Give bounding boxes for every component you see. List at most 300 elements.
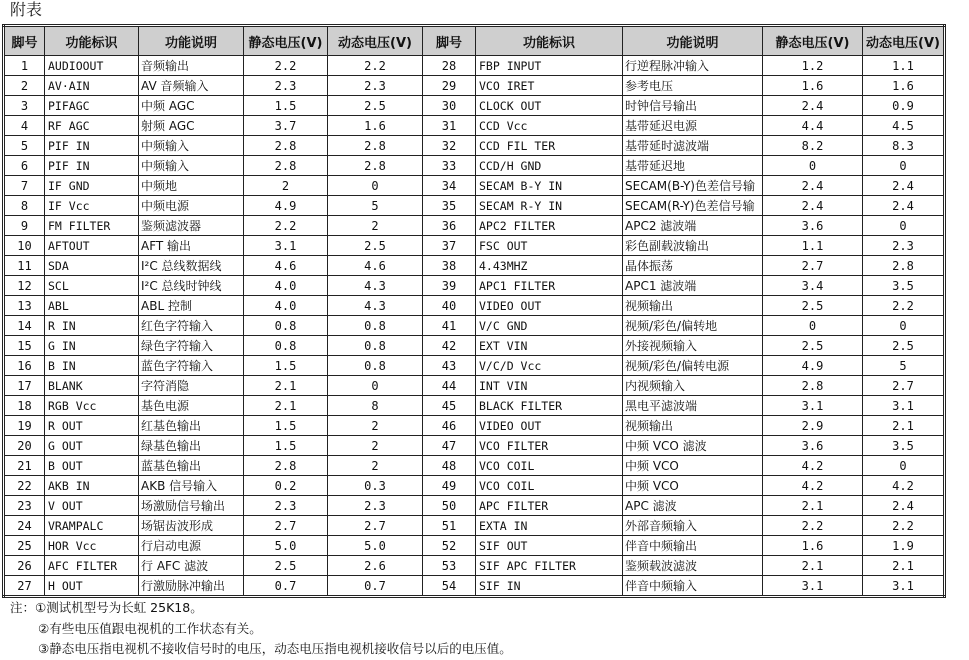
table-row [4,216,945,236]
cell-pin: 24 [4,516,45,536]
table-row [4,516,945,536]
cell-static-voltage: 3.7 [244,116,328,136]
cell-dynamic-voltage: 2.4 [863,196,945,216]
cell-function-id: G OUT [45,436,139,456]
cell-pin: 44 [423,376,476,396]
table-row [4,556,945,576]
cell-dynamic-voltage: 3.5 [863,436,945,456]
cell-function-desc: 黑电平滤波端 [623,396,763,416]
cell-function-desc: 音频输出 [139,56,244,76]
cell-static-voltage: 1.5 [244,356,328,376]
cell-function-id: EXT VIN [476,336,623,356]
cell-function-id: BLANK [45,376,139,396]
cell-static-voltage: 2.1 [244,396,328,416]
cell-pin: 47 [423,436,476,456]
cell-dynamic-voltage: 2 [328,456,423,476]
table-row [4,156,945,176]
cell-function-desc: 基带延迟电源 [623,116,763,136]
cell-dynamic-voltage: 4.3 [328,296,423,316]
cell-static-voltage: 2.5 [763,336,863,356]
cell-function-desc: 中频电源 [139,196,244,216]
cell-function-id: V OUT [45,496,139,516]
table-row [4,396,945,416]
table-row [4,76,945,96]
cell-pin: 9 [4,216,45,236]
cell-function-desc: 视频/彩色/偏转地 [623,316,763,336]
cell-pin: 29 [423,76,476,96]
cell-function-desc: 伴音中频输出 [623,536,763,556]
table-row [4,316,945,336]
cell-pin: 7 [4,176,45,196]
cell-static-voltage: 4.2 [763,476,863,496]
cell-dynamic-voltage: 2.8 [863,256,945,276]
header-pin: 脚号 [423,26,476,56]
cell-function-id: VIDEO OUT [476,416,623,436]
cell-function-id: APC2 FILTER [476,216,623,236]
cell-static-voltage: 1.6 [763,536,863,556]
cell-pin: 5 [4,136,45,156]
cell-function-desc: 红色字符输入 [139,316,244,336]
cell-static-voltage: 1.2 [763,56,863,76]
cell-function-desc: 中频输入 [139,156,244,176]
cell-pin: 6 [4,156,45,176]
cell-function-desc: I²C 总线时钟线 [139,276,244,296]
cell-pin: 33 [423,156,476,176]
cell-function-id: INT VIN [476,376,623,396]
cell-dynamic-voltage: 2 [328,216,423,236]
cell-function-desc: 鉴频载波滤波 [623,556,763,576]
cell-dynamic-voltage: 0.9 [863,96,945,116]
cell-pin: 31 [423,116,476,136]
cell-dynamic-voltage: 5.0 [328,536,423,556]
cell-dynamic-voltage: 3.5 [863,276,945,296]
cell-pin: 20 [4,436,45,456]
cell-function-id: VIDEO OUT [476,296,623,316]
cell-pin: 54 [423,576,476,597]
cell-function-id: BLACK FILTER [476,396,623,416]
header-dynamic-voltage: 动态电压(V) [328,26,423,56]
cell-function-id: SECAM R-Y IN [476,196,623,216]
table-row [4,56,945,76]
cell-function-desc: 内视频输入 [623,376,763,396]
cell-function-desc: 行逆程脉冲输入 [623,56,763,76]
cell-function-desc: APC 滤波 [623,496,763,516]
cell-function-id: CLOCK OUT [476,96,623,116]
cell-static-voltage: 5.0 [244,536,328,556]
cell-function-desc: 中频 VCO [623,476,763,496]
cell-static-voltage: 2 [244,176,328,196]
cell-function-id: SIF APC FILTER [476,556,623,576]
document-title: 附表 [10,0,43,19]
cell-dynamic-voltage: 0 [328,376,423,396]
cell-function-id: PIF IN [45,136,139,156]
cell-pin: 2 [4,76,45,96]
cell-function-id: CCD Vcc [476,116,623,136]
cell-function-desc: 时钟信号输出 [623,96,763,116]
cell-static-voltage: 3.1 [763,396,863,416]
cell-pin: 8 [4,196,45,216]
cell-static-voltage: 4.9 [763,356,863,376]
cell-pin: 43 [423,356,476,376]
pin-voltage-table [2,24,946,598]
cell-pin: 52 [423,536,476,556]
cell-static-voltage: 1.1 [763,236,863,256]
cell-function-id: IF Vcc [45,196,139,216]
cell-dynamic-voltage: 0.8 [328,336,423,356]
cell-function-desc: 鉴频滤波器 [139,216,244,236]
cell-function-id: V/C/D Vcc [476,356,623,376]
cell-pin: 14 [4,316,45,336]
cell-pin: 28 [423,56,476,76]
cell-dynamic-voltage: 0.8 [328,316,423,336]
cell-dynamic-voltage: 4.6 [328,256,423,276]
cell-function-id: H OUT [45,576,139,597]
cell-function-id: SIF OUT [476,536,623,556]
cell-function-desc: 场锯齿波形成 [139,516,244,536]
cell-dynamic-voltage: 2.5 [863,336,945,356]
cell-static-voltage: 0.8 [244,316,328,336]
cell-function-desc: 行启动电源 [139,536,244,556]
cell-pin: 34 [423,176,476,196]
cell-static-voltage: 8.2 [763,136,863,156]
cell-static-voltage: 1.5 [244,416,328,436]
cell-static-voltage: 4.9 [244,196,328,216]
cell-static-voltage: 2.4 [763,176,863,196]
cell-pin: 25 [4,536,45,556]
header-function-desc: 功能说明 [623,26,763,56]
header-static-voltage: 静态电压(V) [244,26,328,56]
cell-function-desc: 参考电压 [623,76,763,96]
cell-function-desc: 中频地 [139,176,244,196]
cell-dynamic-voltage: 2.7 [863,376,945,396]
cell-static-voltage: 3.1 [244,236,328,256]
cell-function-desc: 中频输入 [139,136,244,156]
table-row [4,196,945,216]
cell-pin: 4 [4,116,45,136]
cell-dynamic-voltage: 2.7 [328,516,423,536]
cell-dynamic-voltage: 2 [328,436,423,456]
header-function-desc: 功能说明 [139,26,244,56]
cell-dynamic-voltage: 0 [863,216,945,236]
cell-function-id: AUDIOOUT [45,56,139,76]
table-row [4,236,945,256]
cell-function-desc: 基色电源 [139,396,244,416]
table-row [4,476,945,496]
cell-function-id: SDA [45,256,139,276]
cell-function-desc: 场激励信号输出 [139,496,244,516]
cell-static-voltage: 2.1 [763,556,863,576]
cell-function-id: APC1 FILTER [476,276,623,296]
header-function-id: 功能标识 [45,26,139,56]
table-row [4,356,945,376]
cell-function-desc: 字符消隐 [139,376,244,396]
cell-function-desc: 行激励脉冲输出 [139,576,244,597]
cell-dynamic-voltage: 1.6 [328,116,423,136]
cell-static-voltage: 2.5 [763,296,863,316]
table-row [4,136,945,156]
cell-function-id: SECAM B-Y IN [476,176,623,196]
cell-static-voltage: 0.8 [244,336,328,356]
cell-dynamic-voltage: 2.4 [863,496,945,516]
cell-dynamic-voltage: 2.3 [863,236,945,256]
cell-static-voltage: 1.5 [244,96,328,116]
cell-function-id: 4.43MHZ [476,256,623,276]
cell-function-id: ABL [45,296,139,316]
cell-dynamic-voltage: 2.1 [863,416,945,436]
cell-dynamic-voltage: 2.1 [863,556,945,576]
cell-function-desc: 彩色副载波输出 [623,236,763,256]
cell-dynamic-voltage: 2.2 [328,56,423,76]
cell-function-desc: 红基色输出 [139,416,244,436]
cell-pin: 12 [4,276,45,296]
cell-function-id: G IN [45,336,139,356]
cell-static-voltage: 0 [763,156,863,176]
table-row [4,296,945,316]
cell-dynamic-voltage: 2.2 [863,296,945,316]
cell-pin: 30 [423,96,476,116]
cell-pin: 10 [4,236,45,256]
cell-static-voltage: 2.2 [244,56,328,76]
cell-function-desc: 绿色字符输入 [139,336,244,356]
cell-pin: 53 [423,556,476,576]
cell-function-id: B OUT [45,456,139,476]
cell-pin: 50 [423,496,476,516]
cell-function-id: HOR Vcc [45,536,139,556]
cell-function-desc: 中频 VCO 滤波 [623,436,763,456]
cell-pin: 13 [4,296,45,316]
cell-static-voltage: 3.4 [763,276,863,296]
cell-pin: 36 [423,216,476,236]
cell-pin: 22 [4,476,45,496]
cell-dynamic-voltage: 0 [863,156,945,176]
cell-static-voltage: 4.2 [763,456,863,476]
cell-dynamic-voltage: 2.8 [328,136,423,156]
cell-dynamic-voltage: 0.8 [328,356,423,376]
cell-pin: 38 [423,256,476,276]
table-row [4,256,945,276]
cell-dynamic-voltage: 4.2 [863,476,945,496]
table-row [4,536,945,556]
cell-function-id: APC FILTER [476,496,623,516]
cell-function-desc: 绿基色输出 [139,436,244,456]
cell-pin: 26 [4,556,45,576]
cell-static-voltage: 2.2 [244,216,328,236]
cell-static-voltage: 1.5 [244,436,328,456]
cell-static-voltage: 3.6 [763,216,863,236]
cell-function-id: FBP INPUT [476,56,623,76]
cell-function-desc: AKB 信号输入 [139,476,244,496]
cell-dynamic-voltage: 1.6 [863,76,945,96]
cell-pin: 42 [423,336,476,356]
cell-pin: 1 [4,56,45,76]
cell-pin: 18 [4,396,45,416]
note-1: 注：①测试机型号为长虹 25K18。 [10,600,203,615]
cell-function-id: SCL [45,276,139,296]
cell-static-voltage: 2.4 [763,196,863,216]
cell-function-id: AFC FILTER [45,556,139,576]
cell-function-desc: 视频/彩色/偏转电源 [623,356,763,376]
cell-function-id: AKB IN [45,476,139,496]
table-header-row [4,26,945,56]
cell-dynamic-voltage: 1.9 [863,536,945,556]
cell-function-desc: 基带延迟地 [623,156,763,176]
cell-function-id: PIFAGC [45,96,139,116]
cell-function-id: V/C GND [476,316,623,336]
cell-pin: 51 [423,516,476,536]
cell-dynamic-voltage: 2.3 [328,496,423,516]
cell-pin: 45 [423,396,476,416]
cell-function-id: FM FILTER [45,216,139,236]
cell-function-desc: 蓝基色输出 [139,456,244,476]
cell-pin: 19 [4,416,45,436]
cell-static-voltage: 2.4 [763,96,863,116]
cell-function-id: VCO IRET [476,76,623,96]
table-row [4,376,945,396]
cell-function-desc: AFT 输出 [139,236,244,256]
cell-pin: 46 [423,416,476,436]
cell-function-id: RF AGC [45,116,139,136]
cell-static-voltage: 2.7 [244,516,328,536]
cell-function-desc: 晶体振荡 [623,256,763,276]
cell-static-voltage: 2.3 [244,496,328,516]
cell-dynamic-voltage: 0.3 [328,476,423,496]
cell-dynamic-voltage: 3.1 [863,576,945,597]
cell-pin: 17 [4,376,45,396]
cell-function-desc: AV 音频输入 [139,76,244,96]
cell-dynamic-voltage: 8 [328,396,423,416]
cell-dynamic-voltage: 4.3 [328,276,423,296]
table-row [4,336,945,356]
cell-static-voltage: 2.5 [244,556,328,576]
cell-dynamic-voltage: 8.3 [863,136,945,156]
cell-dynamic-voltage: 1.1 [863,56,945,76]
cell-function-desc: 外部音频输入 [623,516,763,536]
cell-static-voltage: 1.6 [763,76,863,96]
cell-pin: 15 [4,336,45,356]
cell-pin: 16 [4,356,45,376]
cell-function-id: FSC OUT [476,236,623,256]
cell-function-id: R IN [45,316,139,336]
cell-function-desc: APC2 滤波端 [623,216,763,236]
cell-static-voltage: 2.1 [244,376,328,396]
cell-function-desc: 视频输出 [623,296,763,316]
cell-dynamic-voltage: 2.2 [863,516,945,536]
cell-function-id: PIF IN [45,156,139,176]
cell-pin: 40 [423,296,476,316]
table-row [4,176,945,196]
note-3: ③静态电压指电视机不接收信号时的电压，动态电压指电视机接收信号以后的电压值。 [38,641,512,656]
cell-pin: 37 [423,236,476,256]
cell-pin: 3 [4,96,45,116]
cell-function-desc: 外接视频输入 [623,336,763,356]
cell-function-id: EXTA IN [476,516,623,536]
cell-function-id: VCO FILTER [476,436,623,456]
cell-pin: 49 [423,476,476,496]
cell-dynamic-voltage: 0 [863,316,945,336]
table-row [4,96,945,116]
cell-dynamic-voltage: 2.6 [328,556,423,576]
cell-function-id: CCD FIL TER [476,136,623,156]
cell-static-voltage: 2.8 [244,156,328,176]
cell-dynamic-voltage: 2.4 [863,176,945,196]
cell-static-voltage: 2.8 [763,376,863,396]
cell-dynamic-voltage: 5 [863,356,945,376]
cell-static-voltage: 2.3 [244,76,328,96]
cell-function-id: VCO COIL [476,456,623,476]
cell-static-voltage: 4.0 [244,296,328,316]
cell-function-desc: 中频 VCO [623,456,763,476]
cell-function-desc: 中频 AGC [139,96,244,116]
cell-pin: 35 [423,196,476,216]
table-row [4,416,945,436]
table-row [4,496,945,516]
cell-static-voltage: 0.2 [244,476,328,496]
cell-dynamic-voltage: 2.5 [328,96,423,116]
cell-dynamic-voltage: 4.5 [863,116,945,136]
cell-static-voltage: 2.9 [763,416,863,436]
cell-function-id: R OUT [45,416,139,436]
cell-static-voltage: 3.6 [763,436,863,456]
cell-static-voltage: 2.2 [763,516,863,536]
cell-dynamic-voltage: 0.7 [328,576,423,597]
note-2: ②有些电压值跟电视机的工作状态有关。 [38,620,262,636]
cell-pin: 21 [4,456,45,476]
cell-static-voltage: 4.6 [244,256,328,276]
cell-pin: 39 [423,276,476,296]
cell-pin: 27 [4,576,45,597]
notes [10,598,512,660]
cell-function-id: AFTOUT [45,236,139,256]
header-function-id: 功能标识 [476,26,623,56]
cell-static-voltage: 2.7 [763,256,863,276]
header-static-voltage: 静态电压(V) [763,26,863,56]
cell-function-id: CCD/H GND [476,156,623,176]
cell-pin: 48 [423,456,476,476]
cell-pin: 11 [4,256,45,276]
cell-dynamic-voltage: 2.8 [328,156,423,176]
cell-static-voltage: 3.1 [763,576,863,597]
cell-dynamic-voltage: 2.5 [328,236,423,256]
cell-function-id: AV·AIN [45,76,139,96]
cell-function-desc: SECAM(B-Y)色差信号输 [623,176,763,196]
cell-function-id: B IN [45,356,139,376]
cell-function-id: RGB Vcc [45,396,139,416]
cell-dynamic-voltage: 2 [328,416,423,436]
cell-function-desc: 伴音中频输入 [623,576,763,597]
cell-function-desc: 蓝色字符输入 [139,356,244,376]
cell-static-voltage: 2.8 [244,136,328,156]
cell-dynamic-voltage: 5 [328,196,423,216]
cell-function-desc: 视频输出 [623,416,763,436]
cell-static-voltage: 4.0 [244,276,328,296]
header-dynamic-voltage: 动态电压(V) [863,26,945,56]
table-row [4,576,945,597]
cell-static-voltage: 2.8 [244,456,328,476]
cell-pin: 41 [423,316,476,336]
cell-function-desc: APC1 滤波端 [623,276,763,296]
header-pin: 脚号 [4,26,45,56]
cell-static-voltage: 0 [763,316,863,336]
cell-function-desc: 射频 AGC [139,116,244,136]
cell-pin: 23 [4,496,45,516]
table-row [4,116,945,136]
cell-dynamic-voltage: 2.3 [328,76,423,96]
cell-function-desc: 行 AFC 滤波 [139,556,244,576]
cell-function-desc: ABL 控制 [139,296,244,316]
cell-static-voltage: 4.4 [763,116,863,136]
cell-function-id: SIF IN [476,576,623,597]
cell-function-desc: 基带延时滤波端 [623,136,763,156]
